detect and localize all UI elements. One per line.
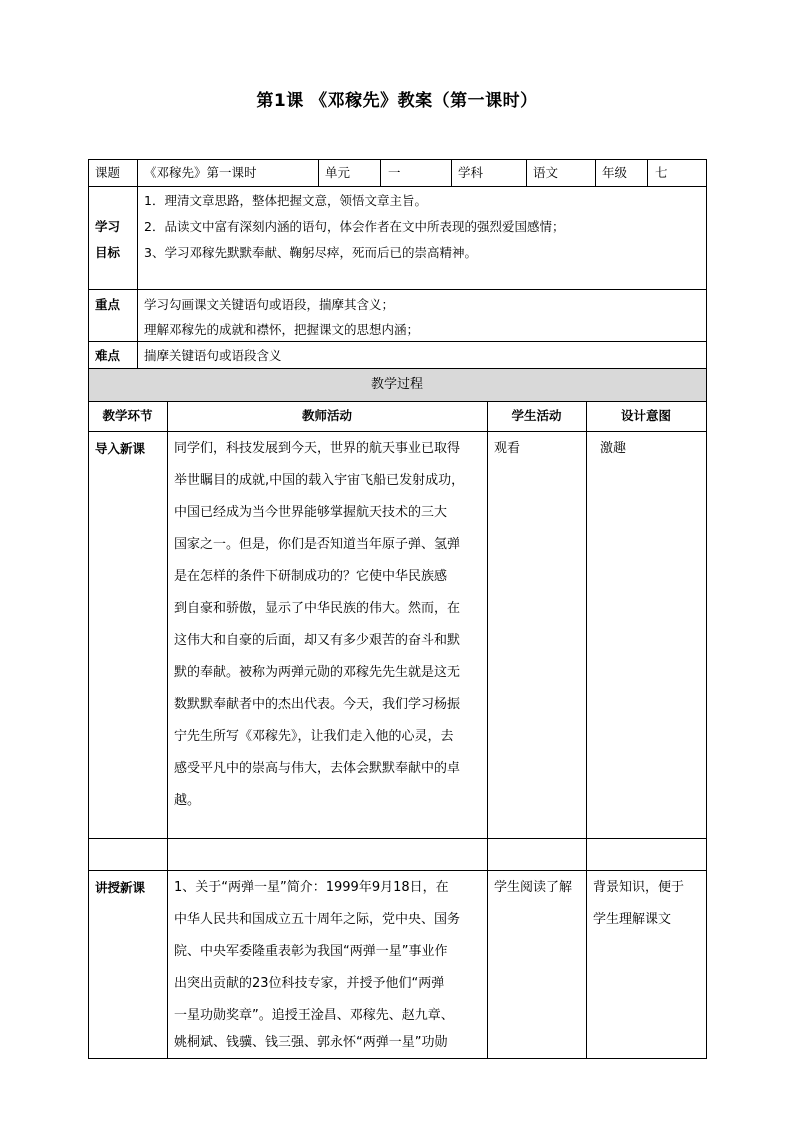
stage-intro: 导入新课 bbox=[95, 441, 146, 456]
objective-item: 3、学习邓稼先默默奉献、鞠躬尽瘁，死而后已的崇高精神。 bbox=[144, 245, 477, 260]
column-header-student: 学生活动 bbox=[511, 408, 562, 423]
teacher-line: 同学们，科技发展到今天，世界的航天事业已取得 bbox=[174, 441, 461, 456]
key-point-item: 学习勾画课文关键语句或语段，揣摩其含义； bbox=[144, 297, 395, 312]
teacher-line: 一星功勋奖章”。追授王淦昌、邓稼先、赵九章、 bbox=[174, 1008, 454, 1023]
teacher-line: 到自豪和骄傲，显示了中华民族的伟大。然而，在 bbox=[174, 601, 461, 616]
student-activity-intro: 观看 bbox=[494, 441, 521, 456]
stage-new-lesson: 讲授新课 bbox=[95, 880, 146, 895]
teacher-line: 默的奉献。被称为两弹元勋的邓稼先先生就是这无 bbox=[174, 665, 461, 680]
unit-label: 单元 bbox=[325, 165, 351, 180]
key-point-item: 理解邓稼先的成就和襟怀，把握课文的思想内涵； bbox=[144, 322, 420, 337]
column-header-teacher: 教师活动 bbox=[301, 408, 352, 423]
teacher-line: 国家之一。但是，你们是否知道当年原子弹、氢弹 bbox=[174, 537, 461, 552]
teacher-line: 姚桐斌、钱骥、钱三强、郭永怀“两弹一星”功勋 bbox=[174, 1035, 448, 1050]
difficulty-label: 难点 bbox=[95, 348, 121, 363]
column-header-stage: 教学环节 bbox=[102, 408, 153, 423]
teacher-line: 越。 bbox=[174, 793, 201, 808]
teacher-line: 中国已经成为当今世界能够掌握航天技术的三大 bbox=[174, 505, 448, 520]
design-intent-intro: 激趣 bbox=[600, 441, 627, 456]
subject-value: 语文 bbox=[533, 165, 559, 180]
column-header-intent: 设计意图 bbox=[620, 408, 671, 423]
teacher-line: 感受平凡中的崇高与伟大，去体会默默奉献中的卓 bbox=[174, 761, 461, 776]
objectives-label-2: 目标 bbox=[95, 245, 121, 260]
difficulty-value: 揣摩关键语句或语段含义 bbox=[144, 348, 282, 363]
subject-label: 学科 bbox=[458, 165, 484, 180]
teacher-line: 宁先生所写《邓稼先》，让我们走入他的心灵，去 bbox=[174, 729, 454, 744]
unit-value: 一 bbox=[388, 165, 401, 180]
course-label: 课题 bbox=[95, 165, 121, 180]
objectives-label-1: 学习 bbox=[95, 219, 121, 234]
design-intent-line: 学生理解课文 bbox=[593, 912, 672, 927]
objective-item: 1．理清文章思路，整体把握文意，领悟文章主旨。 bbox=[144, 193, 427, 208]
teacher-line: 中华人民共和国成立五十周年之际，党中央、国务 bbox=[174, 912, 461, 927]
grade-label: 年级 bbox=[602, 165, 628, 180]
design-intent-line: 背景知识，便于 bbox=[593, 880, 685, 895]
teacher-line: 是在怎样的条件下研制成功的？它使中华民族感 bbox=[174, 569, 448, 584]
course-value: 《邓稼先》第一课时 bbox=[144, 165, 257, 180]
objective-item: 2．品读文中富有深刻内涵的语句，体会作者在文中所表现的强烈爱国感情； bbox=[144, 219, 565, 234]
teacher-line: 出突出贡献的23位科技专家，并授予他们“两弹 bbox=[174, 976, 445, 991]
teacher-line: 数默默奉献者中的杰出代表。今天，我们学习杨振 bbox=[174, 697, 461, 712]
student-activity-new-lesson: 学生阅读了解 bbox=[494, 880, 573, 895]
teacher-line: 院、中央军委隆重表彰为我国“两弹一星”事业作 bbox=[174, 944, 448, 959]
teacher-line: 举世瞩目的成就,中国的载入宇宙飞船已发射成功， bbox=[174, 473, 465, 488]
key-points-label: 重点 bbox=[95, 297, 121, 312]
teacher-line: 1、关于“两弹一星”简介：1999年9月18日，在 bbox=[174, 880, 449, 895]
grade-value: 七 bbox=[655, 165, 668, 180]
process-header: 教学过程 bbox=[370, 377, 423, 392]
teacher-line: 这伟大和自豪的后面，却又有多少艰苦的奋斗和默 bbox=[174, 633, 461, 648]
document-title: 第1课 《邓稼先》教案（第一课时） bbox=[256, 91, 538, 111]
